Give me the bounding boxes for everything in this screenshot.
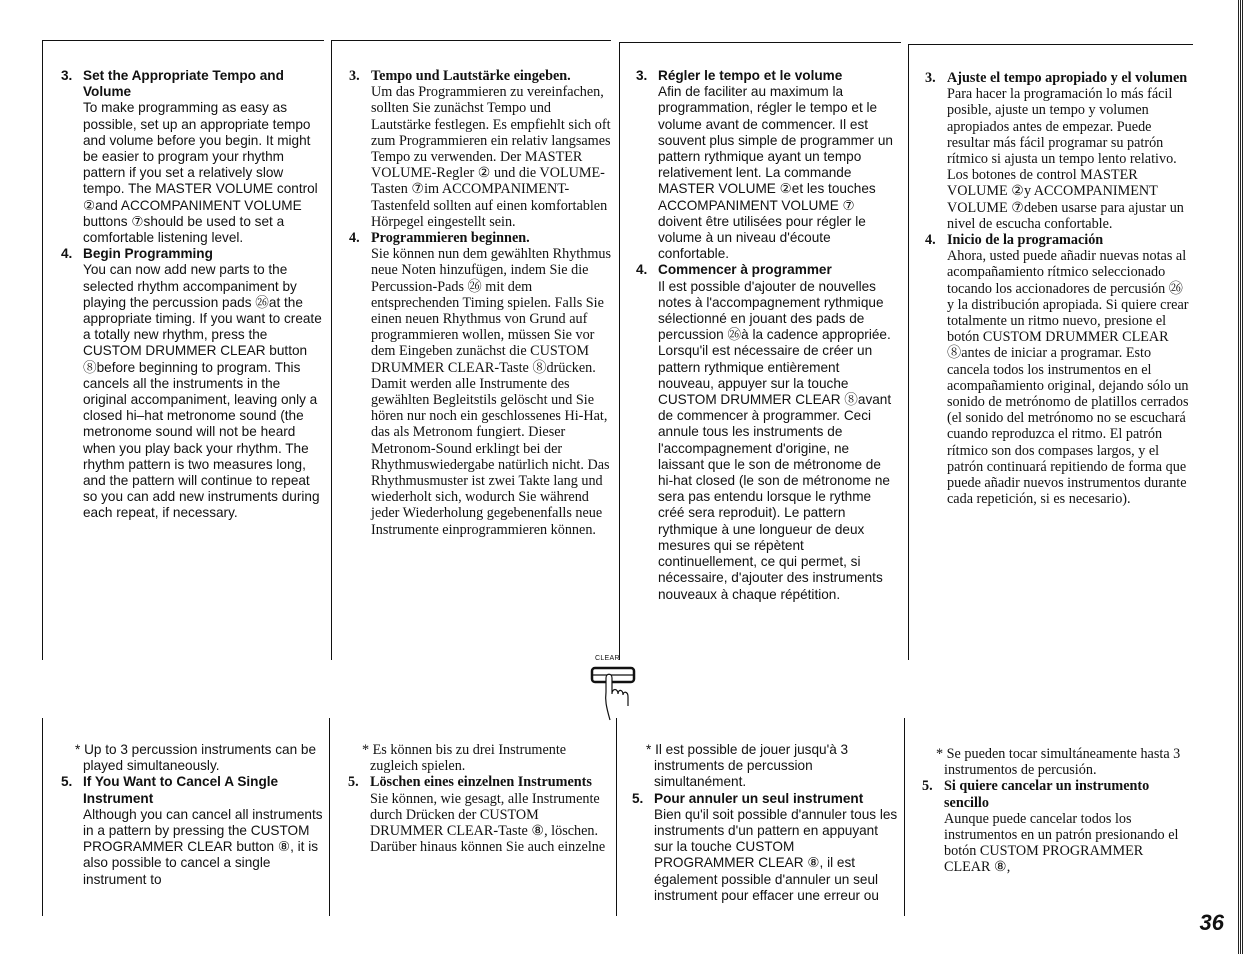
french-section-4 [636,262,898,602]
section-heading: Tempo und Lautstärke eingeben. [371,68,571,84]
section-body: Il est possible d'ajouter de nouvelles notes à l'accompagnement rythmique sélectionné en jouant des pads de percussion ㉖à la cadence appropriée. Lorsqu'il est nécessaire de créer un pattern rythmique entièrement nouveau, appuyer sur la touche CUSTOM DRUMMER CLEAR ⑧avant de commencer à programmer. Ceci annule tous les instruments de l'accompagnement d'origine, ne laissant que le son de métronome de hi-hat closed (le son de métronome ne sera pas entendu lorsque le rythme créé sera reproduit). Le pattern rythmique à une longueur de deux mesures qui se répètent continuellement, ce qui permet, si nécessaire, d'ajouter des instruments nouveaux à chaque répétition. [658,278,892,602]
french-section-5 [632,791,898,904]
english-section-5 [61,774,323,887]
section-body: Sie können, wie gesagt, alle Instrumente durch Drücken der CUSTOM DRUMMER CLEAR-Taste ⑧, löschen. Darüber hinaus können Sie auch einzelne [370,790,606,856]
clear-label: CLEAR [595,655,620,662]
finger-pressing-clear-button-icon [588,662,644,722]
vertical-rule-3 [619,42,620,660]
section-number: 3. [61,68,73,83]
section-body: Para hacer la programación lo más fácil posible, ajuste un tempo y volumen apropiados antes de empezar. Puede resultar más fácil programar su patrón rítmico si ajusta un tempo lento relativo. Los botones de control MASTER VOLUME ②y ACCOMPANIMENT VOLUME ⑦deben usarse para ajustar un nivel de escucha confortable. [947,86,1184,232]
section-number: 5. [632,790,644,806]
section-number: 4. [925,232,936,249]
section-number: 3. [925,70,936,86]
section-body: You can now add new parts to the selected rhythm accompaniment by playing the percussion pads ㉖at the appropriate timing. If you want to create a totally new rhythm, press the CUSTOM DRUMMER CLEAR button ⑧before beginning to program. This cancels all the instruments in the original accompaniment, leaving only a closed hi–hat metronome sound (the metronome sound will not be heard when you play back your rhythm. The rhythm pattern is two measures long, and the pattern will continue to repeat so you can add new instruments during each repeat, if necessary. [83,262,322,521]
german-section-3 [349,68,611,230]
section-heading: Löschen eines einzelnen Instruments [370,774,592,791]
footnote: * Il est possible de jouer jusqu'à 3 instruments de percussion simultanément. [646,742,849,790]
english-lower-column [61,742,323,888]
footnote: * Se pueden tocar simultáneamente hasta 3 instrumentos de percusión. [936,746,1181,779]
section-number: 5. [922,778,933,795]
section-body: Afin de faciliter au maximum la programmation, régler le tempo et le volume avant de commencer. Il est souvent plus simple de programmer un pattern rythmique ayant un tempo relativement lent. La commande MASTER VOLUME ②et les touches ACCOMPANIMENT VOLUME ⑦ doivent être utilisées pour régler le volume à un niveau d'écoute confortable. [658,84,893,262]
page-number: 36 [1199,910,1224,935]
spanish-upper-column [925,70,1190,507]
english-section-4 [61,246,323,521]
section-heading: Set the Appropriate Tempo and Volume [83,68,284,100]
section-body: To make programming as easy as possible, set up an appropriate tempo and volume before you begin. It might be easier to program your rhythm pattern if you set a relatively slow tempo. The MASTER VOLUME control ②and ACCOMPANIMENT VOLUME buttons ⑦should be used to set a comfortable listening level. [83,100,318,246]
section-heading: Régler le tempo et le volume [658,68,843,83]
german-section-4 [349,230,611,538]
spanish-lower-column [922,746,1184,876]
vertical-rule-lower-4 [904,718,905,916]
vertical-rule-1 [42,40,43,660]
footnote: * Es können bis zu drei Instrumente zugleich spielen. [362,742,567,775]
section-heading: Inicio de la programación [947,232,1104,249]
section-number: 5. [61,774,73,790]
section-body: Ahora, usted puede añadir nuevas notas al acompañamiento rítmico seleccionado tocando los accionadores de percusión ㉖y la distribución apropiada. Si quiere crear totalmente un ritmo nuevo, presione el botón CUSTOM DRUMMER CLEAR ⑧antes de iniciar a programar. Esto cancela todos los instrumentos en el acompañamiento original, dejando sólo un sonido de metrónomo de platillos cerrados (el sonido del metrónomo no se escuchará cuando reproduzca el ritmo. El patrón rítmico son dos compases largos, y el patrón continuará repitiendo de forma que puede añadir nuevos instrumentos durante cada repetición, si es necesario). [947,248,1189,508]
top-rule-1 [42,40,324,41]
section-body: Sie können nun dem gewählten Rhythmus neue Noten hinzufügen, indem Sie die Percussion-Pads ㉖ mit dem entsprechenden Timing spielen. Falls Sie einen neuen Rhythmus von Grund auf programmieren wollen, müssen Sie vor dem Eingeben zunächst die CUSTOM DRUMMER CLEAR-Taste ⑧drücken. Damit werden alle Instrumente des gewählten Begleitstils gelöscht und Sie hören nur noch ein geschlossenes Hi-Hat, das als Metronom fungiert. Dieser Metronom-Sound erklingt bei der Rhythmuswiedergabe natürlich nicht. Das Rhythmusmuster ist zwei Takte lang und wiederholt sich, wodurch Sie während jeder Wiederholung gegebenenfalls neue Instrumente einprogrammieren können. [371,246,611,538]
german-lower-column [348,742,610,855]
section-number: 4. [349,230,360,247]
french-upper-column [636,68,898,603]
section-heading: Commencer à programmer [658,262,832,278]
english-section-3 [61,68,323,246]
section-heading: Ajuste el tempo apropiado y el volumen [947,70,1188,86]
section-body: Um das Programmieren zu vereinfachen, sollten Sie zunächst Tempo und Lautstärke festlegen. Es empfiehlt sich oft zum Programmieren ein relativ langsames Tempo zu verwenden. Der MASTER VOLUME-Regler ② und die VOLUME-Tasten ⑦im ACCOMPANIMENT-Tastenfeld sollten auf einen komfortablen Hörpegel eingestellt sein. [371,84,611,230]
vertical-rule-2 [331,40,332,660]
footnote: * Up to 3 percussion instruments can be played simultaneously. [75,742,317,774]
section-body: Although you can cancel all instruments in a pattern by pressing the CUSTOM PROGRAMMER CLEAR button ⑧, it is also possible to cancel a single instrument to [83,806,323,887]
vertical-rule-lower-2 [329,718,330,916]
spanish-section-3 [925,70,1190,232]
english-upper-column [61,68,323,522]
top-rule-3 [619,42,901,43]
page-binding-edge [1238,0,1244,954]
vertical-rule-4 [908,44,909,660]
section-number: 4. [636,262,648,278]
top-rule-2 [331,40,611,41]
german-upper-column [349,68,611,538]
section-number: 3. [636,68,648,83]
section-heading: If You Want to Cancel A Single Instrument [83,774,279,806]
spanish-section-5 [922,778,1184,875]
spanish-section-4 [925,232,1190,507]
section-number: 4. [61,246,73,262]
section-body: Bien qu'il soit possible d'annuler tous les instruments d'un pattern en appuyant sur la touche CUSTOM PROGRAMMER CLEAR ⑧, il est également possible d'annuler un seul instrument pour effacer une erreur ou [654,806,898,903]
french-lower-column [632,742,898,904]
german-section-5 [348,774,610,855]
section-heading: Programmieren beginnen. [371,230,530,247]
vertical-rule-lower-1 [42,718,43,916]
top-rule-4 [908,44,1193,45]
section-number: 3. [349,68,360,84]
section-heading: Begin Programming [83,246,213,262]
french-section-3 [636,68,898,262]
section-number: 5. [348,774,359,791]
section-heading: Si quiere cancelar un instrumento sencillo [944,778,1150,811]
section-heading: Pour annuler un seul instrument [654,790,864,806]
section-body: Aunque puede cancelar todos los instrumentos en un patrón presionando el botón CUSTOM PROGRAMMER CLEAR ⑧, [944,810,1179,876]
vertical-rule-lower-3 [616,718,617,916]
